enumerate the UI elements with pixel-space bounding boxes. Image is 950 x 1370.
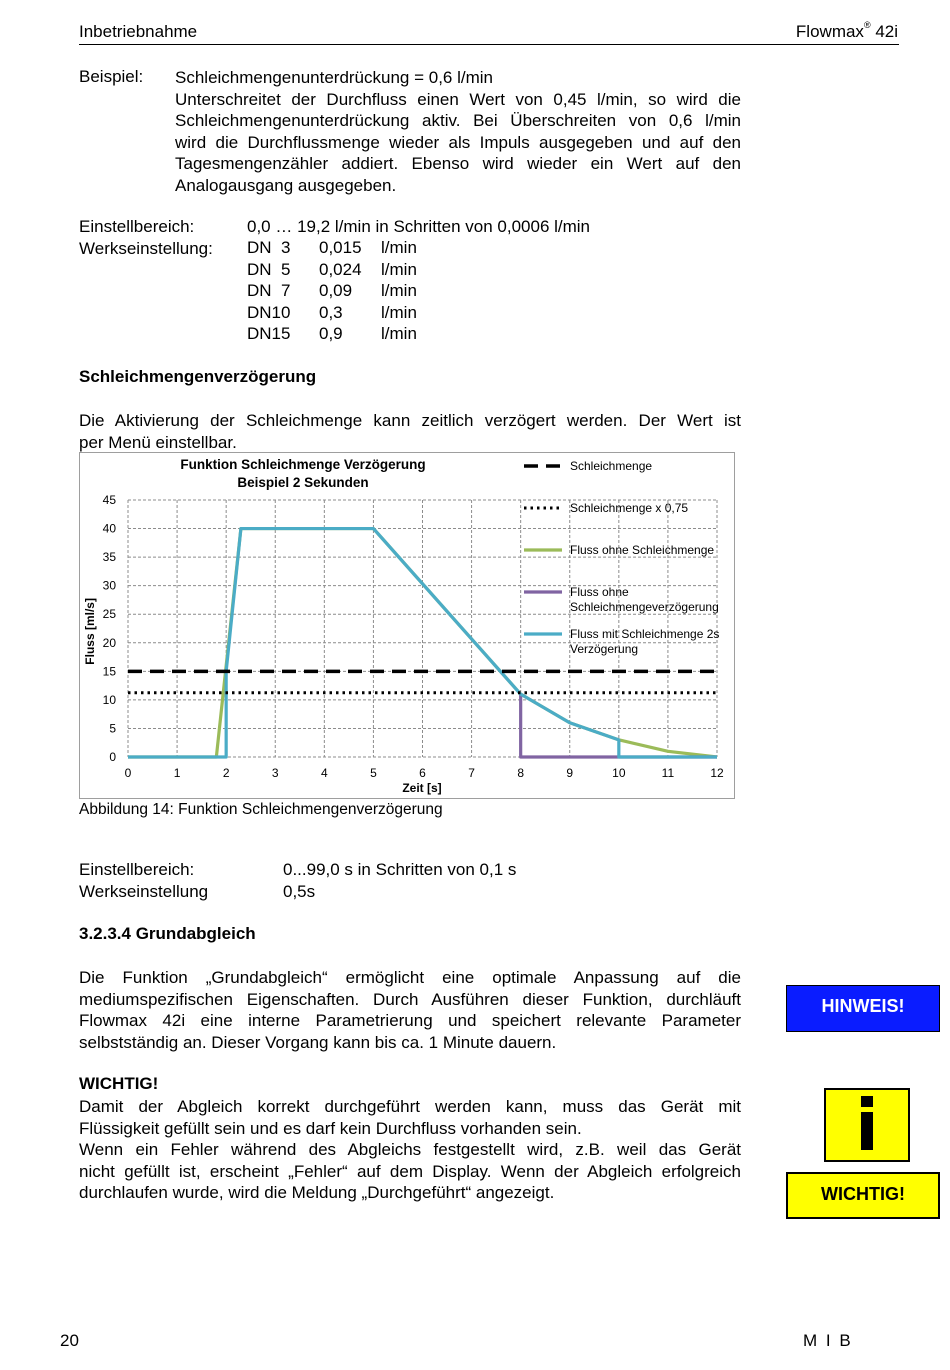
chart-frame (79, 452, 735, 799)
example-line: Schleichmengenunterdrückung aktiv. Bei Überschreiten von 0,6 l/min (175, 111, 741, 130)
important-line: Flüssigkeit gefüllt sein und es darf kein Durchfluss vorhanden sein. (79, 1118, 582, 1138)
factory-setting-row (247, 324, 441, 346)
example-line: Schleichmengenunterdrückung = 0,6 l/min (175, 68, 493, 87)
x-tick-label: 1 (173, 766, 181, 780)
grund-line: Flowmax 42i eine interne Parametrierung und speichert relevante Parameter (79, 1011, 741, 1030)
chart-subtitle: Beispiel 2 Sekunden (237, 475, 369, 490)
range-value: 0,0 … 19,2 l/min in Schritten von 0,0006 l/min (247, 217, 591, 236)
factory-settings-table (247, 238, 441, 346)
factory-setting-dn: DN10 (247, 302, 291, 322)
grund-line: Die Funktion „Grundabgleich“ ermöglicht eine optimale Anpassung auf die (79, 968, 741, 987)
x-tick-label: 3 (271, 766, 279, 780)
factory-setting-dn: DN15 (247, 324, 291, 343)
factory-setting-val: 0,024 (319, 259, 362, 279)
delay-line: per Menü einstellbar. (79, 432, 237, 452)
factory-setting-dn: DN 3 (247, 238, 291, 257)
factory-value: 0,5s (283, 882, 316, 901)
x-tick-label: 10 (612, 766, 626, 780)
y-tick-label: 35 (102, 550, 116, 565)
header-product-name: Flowmax (795, 22, 864, 41)
y-tick-label: 30 (102, 578, 116, 593)
legend-label: Schleichmengeverzögerung (570, 600, 719, 614)
grund-line: selbstständig an. Dieser Vorgang kann bis ca. 1 Minute dauern. (79, 1032, 557, 1052)
legend-label: Verzögerung (570, 642, 639, 656)
footer-brand: M I B (803, 1331, 853, 1350)
x-tick-label: 2 (222, 766, 230, 780)
info-icon (824, 1088, 910, 1162)
x-axis-label: Zeit [s] (402, 781, 442, 795)
legend-label: Fluss ohne (570, 585, 629, 599)
important-line: nicht gefüllt ist, erscheint „Fehler“ auf dem Display. Wenn der Abgleich erfolgreich (79, 1161, 741, 1181)
legend-label: Schleichmenge x 0,75 (570, 501, 689, 515)
legend-label: Fluss mit Schleichmenge 2s (570, 627, 720, 641)
x-tick-label: 4 (320, 766, 328, 780)
factory-setting-unit: l/min (381, 259, 417, 279)
factory-setting-val: 0,09 (319, 281, 353, 300)
delay-line: Die Aktivierung der Schleichmenge kann zeitlich verzögert werden. Der Wert ist (79, 411, 741, 430)
y-tick-label: 10 (102, 692, 116, 707)
important-line: Damit der Abgleich korrekt durchgeführt werden kann, muss das Gerät mit (79, 1097, 741, 1116)
chart-title: Funktion Schleichmenge Verzögerung (180, 457, 426, 472)
legend-label: Schleichmenge (570, 459, 653, 473)
y-tick-label: 15 (102, 664, 116, 679)
factory-setting-row (247, 260, 441, 282)
hinweis-badge: HINWEIS! (786, 985, 940, 1032)
example-line: Analogausgang ausgegeben. (175, 175, 397, 195)
x-tick-label: 5 (370, 766, 377, 780)
factory-label: Werkseinstellung (79, 882, 209, 901)
header-product (796, 22, 898, 42)
y-tick-label: 0 (109, 750, 116, 764)
y-tick-label: 40 (102, 521, 116, 536)
wichtig-badge: WICHTIG! (786, 1172, 940, 1219)
factory-setting-val: 0,9 (319, 324, 343, 343)
example-line: wird die Durchflussmenge wieder als Impuls ausgegeben und auf den (175, 132, 741, 152)
factory-setting-val: 0,3 (319, 302, 343, 322)
grund-text (79, 967, 741, 1053)
header-rule (79, 44, 899, 45)
factory-setting-dn: DN 7 (247, 281, 291, 300)
x-tick-label: 8 (517, 766, 525, 780)
factory-setting-row (247, 281, 441, 303)
y-tick-label: 45 (102, 493, 116, 507)
important-heading: WICHTIG! (79, 1074, 159, 1093)
legend-label: Fluss ohne Schleichmenge (570, 543, 715, 557)
header-product-model: 42i (875, 22, 898, 41)
factory-setting-row (247, 303, 441, 325)
section-heading: 3.2.3.4 Grundabgleich (79, 924, 256, 943)
factory-setting-dn: DN 5 (247, 259, 291, 279)
grund-line: mediumspezifischen Eigenschaften. Durch Ausführen dieser Funktion, durchläuft (79, 989, 741, 1009)
registered-mark: ® (863, 20, 871, 30)
header-section-title: Inbetriebnahme (79, 22, 198, 41)
factory-setting-row (247, 238, 441, 260)
x-tick-label: 7 (468, 766, 475, 780)
x-tick-label: 9 (566, 766, 574, 780)
important-line: durchlaufen wurde, wird die Meldung „Durchgeführt“ angezeigt. (79, 1183, 555, 1202)
figure-caption: Abbildung 14: Funktion Schleichmengenverzögerung (79, 801, 443, 818)
section-heading: Schleichmengenverzögerung (79, 367, 317, 386)
x-tick-label: 12 (710, 766, 724, 780)
example-line: Unterschreitet der Durchfluss einen Wert von 0,45 l/min, so wird die (175, 89, 741, 109)
important-text (79, 1096, 741, 1204)
y-tick-label: 5 (109, 721, 116, 736)
factory-setting-unit: l/min (381, 238, 417, 257)
factory-setting-unit: l/min (381, 324, 417, 343)
range-label: Einstellbereich: (79, 217, 195, 236)
flow-delay-chart (80, 453, 734, 798)
x-tick-label: 0 (124, 766, 132, 780)
range-value: 0...99,0 s in Schritten von 0,1 s (283, 860, 517, 879)
y-axis-label: Fluss [ml/s] (83, 598, 97, 665)
delay-text (79, 410, 741, 453)
range-label: Einstellbereich: (79, 860, 195, 879)
x-tick-label: 6 (419, 766, 426, 780)
example-line: Tagesmengenzähler addiert. Ebenso wird wieder ein Wert auf den (175, 154, 741, 173)
important-line: Wenn ein Fehler während des Abgleichs festgestellt wird, z.B. weil das Gerät (79, 1140, 741, 1159)
factory-setting-unit: l/min (381, 281, 417, 300)
x-tick-label: 11 (661, 766, 675, 780)
factory-setting-val: 0,015 (319, 238, 362, 257)
factory-label: Werkseinstellung: (79, 239, 213, 258)
example-text (175, 67, 741, 196)
example-label: Beispiel: (79, 67, 144, 86)
factory-setting-unit: l/min (381, 302, 417, 322)
page-number: 20 (60, 1331, 79, 1350)
y-tick-label: 20 (102, 635, 116, 650)
y-tick-label: 25 (102, 607, 116, 622)
